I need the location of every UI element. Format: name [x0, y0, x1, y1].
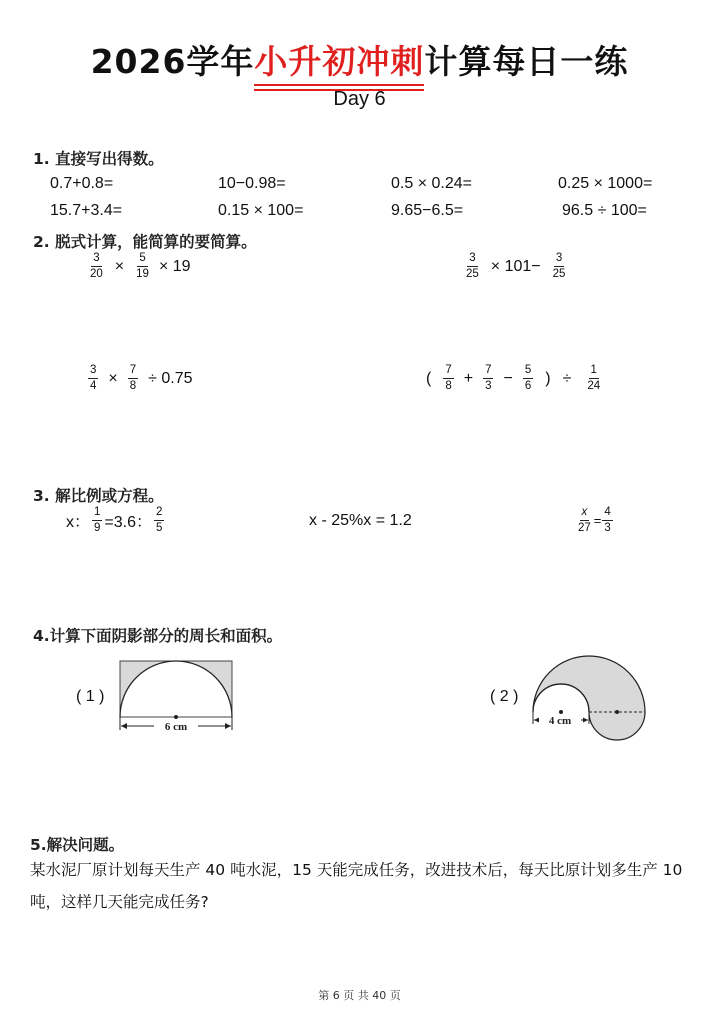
equation-lead: x：	[66, 514, 91, 531]
fraction: $\frac{7}{8}$	[129, 364, 137, 392]
arrow-right-icon	[225, 723, 231, 729]
center-dot	[615, 710, 619, 714]
fraction: $\frac{7}{8}$	[445, 364, 452, 392]
paren-right: )	[545, 369, 551, 387]
q1-item: 0.25 × 1000=	[558, 175, 653, 192]
fraction: $\frac{1}{9}$	[94, 506, 101, 534]
q5-heading: 5.解决问题。	[30, 836, 125, 854]
title-highlight	[254, 36, 424, 83]
q2-expression-3	[84, 364, 193, 393]
expression-tail: × 19	[158, 257, 191, 275]
equation-middle: =3.6：	[104, 514, 153, 531]
q2-heading: 2. 脱式计算，能简算的要简算。	[33, 233, 257, 251]
q1-item: 0.5 × 0.24=	[391, 175, 472, 192]
operator: ×	[108, 369, 118, 387]
q1-item: 9.65−6.5=	[391, 202, 464, 219]
q3-equation-1	[66, 506, 166, 535]
center-dot	[559, 710, 563, 714]
q1-item: 96.5 ÷ 100=	[562, 202, 647, 219]
figure-2-label: ( 2 )	[490, 688, 519, 705]
operator: −	[503, 369, 513, 387]
fraction: $\frac{4}{3}$	[604, 506, 611, 534]
figure-1-label: ( 1 )	[76, 688, 105, 705]
dimension-text: 4 cm	[548, 715, 572, 727]
fraction: $\frac{3}{25}$	[552, 252, 566, 280]
fraction: $\frac{2}{5}$	[156, 506, 163, 534]
q2-expression-4	[426, 364, 606, 393]
title-suffix: 计算每日一练	[424, 42, 629, 81]
operator: ×	[114, 257, 125, 275]
equals-sign: =	[593, 513, 602, 528]
q3-heading: 3. 解比例或方程。	[33, 487, 164, 505]
title-prefix: 2026学年	[90, 42, 255, 81]
q3-equation-2: x - 25%x = 1.2	[309, 512, 412, 529]
operator: +	[463, 369, 474, 387]
fraction: $\frac{3}{20}$	[90, 252, 103, 280]
title-highlight-text: 小升初冲刺	[254, 42, 425, 81]
title-underline	[254, 84, 424, 86]
q2-expression-2	[460, 252, 571, 281]
figure-2-diagram	[525, 650, 655, 745]
center-dot	[174, 715, 178, 719]
fraction: $\frac{3}{25}$	[466, 252, 479, 280]
q2-expression-1	[84, 252, 191, 281]
q4-heading: 4.计算下面阴影部分的周长和面积。	[33, 627, 283, 645]
q1-item: 0.15 × 100=	[218, 202, 304, 219]
q3-equation-3	[575, 506, 614, 535]
dimension-text: 6 cm	[164, 721, 188, 733]
expression-tail: ÷ 0.75	[148, 369, 193, 387]
operator: ÷	[562, 369, 572, 387]
arrow-left-icon	[534, 718, 539, 723]
arrow-right-icon	[583, 718, 588, 723]
q1-item: 0.7+0.8=	[50, 175, 114, 192]
page-title	[0, 36, 719, 83]
figure-1-diagram	[112, 655, 242, 735]
fraction: $\frac{7}{3}$	[485, 364, 492, 392]
fraction: $\frac{1}{24}$	[587, 364, 601, 392]
shaded-region	[533, 656, 645, 740]
fraction: $\frac{3}{4}$	[90, 364, 97, 392]
q1-item: 15.7+3.4=	[50, 202, 123, 219]
page-footer: 第 6 页 共 40 页	[318, 989, 401, 1002]
paren-left: (	[426, 369, 432, 387]
q1-heading: 1. 直接写出得数。	[33, 150, 164, 168]
arrow-left-icon	[121, 723, 127, 729]
shaded-region	[120, 661, 232, 717]
expression-middle: × 101−	[490, 257, 541, 275]
day-label: Day 6	[333, 88, 386, 110]
q1-item: 10−0.98=	[218, 175, 286, 192]
fraction: $\frac{5}{6}$	[524, 364, 532, 392]
q5-problem-text: 某水泥厂原计划每天生产 40 吨水泥，15 天能完成任务，改进技术后，每天比原计划多生产 10 吨，这样几天能完成任务?	[30, 861, 683, 911]
fraction: $\frac{x}{27}$	[578, 506, 591, 534]
fraction: $\frac{5}{19}$	[136, 252, 149, 280]
